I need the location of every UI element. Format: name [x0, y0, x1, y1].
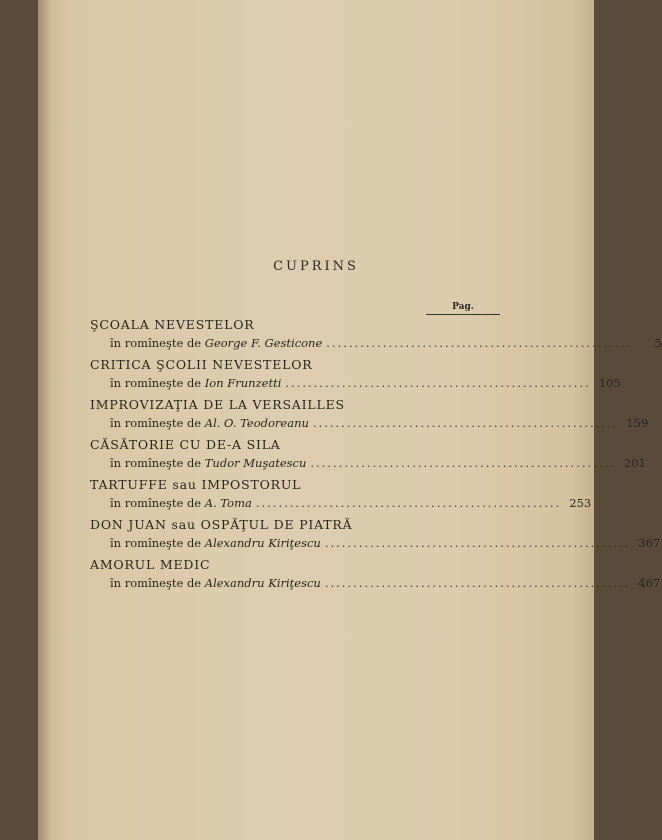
- translation-prefix: în romîneşte de: [110, 536, 202, 550]
- entry-title: ŞCOALA NEVESTELOR: [90, 317, 255, 332]
- page-binding-shadow: [38, 0, 52, 840]
- entry-translation-line: [90, 534, 661, 552]
- toc-entry: [90, 396, 649, 436]
- page-number: 467: [638, 576, 661, 590]
- toc-entry: [90, 476, 592, 516]
- dot-leader: ......................................................: [255, 496, 562, 510]
- entry-translation-line: [90, 574, 661, 592]
- page-number: 201: [623, 456, 646, 470]
- translator-name: George F. Gesticone: [204, 336, 323, 350]
- page-number: 5: [654, 336, 662, 350]
- dot-leader: ......................................................: [310, 456, 616, 470]
- translator-name: Al. O. Teodoreanu: [204, 416, 309, 430]
- translator-name: A. Toma: [204, 496, 252, 510]
- entry-translation-line: [90, 414, 649, 432]
- toc-entry: [90, 316, 662, 356]
- entry-title: DON JUAN sau OSPĂŢUL DE PIATRĂ: [90, 517, 353, 532]
- page-column-rule: [426, 314, 500, 315]
- page-number: 367: [638, 536, 661, 550]
- toc-list: [90, 316, 662, 596]
- entry-title: TARTUFFE sau IMPOSTORUL: [90, 477, 302, 492]
- dot-leader: ......................................................: [312, 416, 619, 430]
- page-column-label: Pag.: [452, 302, 474, 312]
- toc-heading: CUPRINS: [273, 259, 359, 274]
- entry-translation-line: [90, 374, 621, 392]
- dot-leader: ......................................................: [324, 576, 631, 590]
- entry-title: CĂSĂTORIE CU DE-A SILA: [90, 437, 281, 452]
- book-page: [38, 0, 662, 840]
- translation-prefix: în romîneşte de: [110, 376, 202, 390]
- page-number: 105: [598, 376, 621, 390]
- entry-title: CRITICA ŞCOLII NEVESTELOR: [90, 357, 313, 372]
- page-number: 159: [626, 416, 649, 430]
- translation-prefix: în romîneşte de: [110, 416, 202, 430]
- toc-entry: [90, 556, 661, 596]
- translator-name: Tudor Muşatescu: [204, 456, 307, 470]
- toc-entry: [90, 516, 661, 556]
- dot-leader: ......................................................: [285, 376, 591, 390]
- entry-translation-line: [90, 454, 646, 472]
- dot-leader: ......................................................: [326, 336, 632, 350]
- dot-leader: ......................................................: [324, 536, 631, 550]
- toc-entry: [90, 356, 621, 396]
- entry-translation-line: [90, 494, 592, 512]
- entry-title: IMPROVIZAŢIA DE LA VERSAILLES: [90, 397, 345, 412]
- translation-prefix: în romîneşte de: [110, 456, 202, 470]
- toc-entry: [90, 436, 646, 476]
- translator-name: Alexandru Kiriţescu: [204, 536, 321, 550]
- page-number: 253: [569, 496, 592, 510]
- translation-prefix: în romîneşte de: [110, 336, 202, 350]
- entry-title: AMORUL MEDIC: [90, 557, 211, 572]
- translator-name: Ion Frunzetti: [204, 376, 282, 390]
- entry-translation-line: [90, 334, 662, 352]
- translation-prefix: în romîneşte de: [110, 496, 202, 510]
- translation-prefix: în romîneşte de: [110, 576, 202, 590]
- translator-name: Alexandru Kiriţescu: [204, 576, 321, 590]
